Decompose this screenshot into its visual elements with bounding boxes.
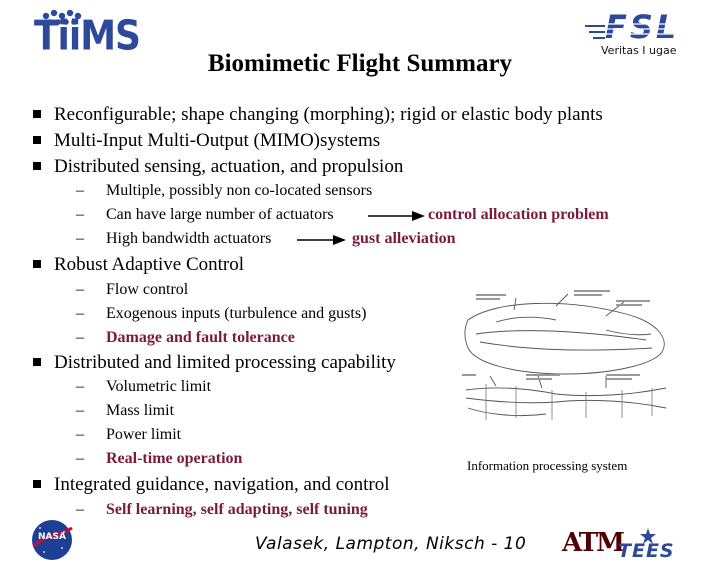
sub-item-text: Real-time operation [106,450,243,467]
arrow-icon [297,234,347,246]
bullet-marker [33,162,41,170]
bullet-text: Robust Adaptive Control [54,254,244,275]
sub-item: – Flow control [76,281,189,298]
bullet-item [32,156,403,178]
sub-item: – Real-time operation [76,450,243,467]
texas-am-logo [562,528,623,564]
sub-item: – Can have large number of actuators [76,206,334,223]
bullet-item [32,130,380,152]
footer-authors: Valasek, Lampton, Niksch - 10 [255,534,527,554]
bullet-marker [33,260,41,268]
figure-caption: Information processing system [467,458,628,473]
sub-item: – Power limit [76,426,182,443]
sub-item-text: Volumetric limit [106,378,212,395]
sub-item-text: Multiple, possibly non co-located sensors [106,182,373,199]
sub-item: – High bandwidth actuators [76,230,272,247]
fsl-logo-motto: Veritas I ugae [601,44,677,57]
bullet-marker [33,136,41,144]
information-processing-figure [456,290,678,440]
bullet-item [32,104,603,126]
sub-item-text: High bandwidth actuators [106,230,272,247]
bullet-item [32,254,244,276]
bullet-marker [33,358,41,366]
bullet-text: Multi-Input Multi-Output (MIMO)systems [54,130,381,151]
sub-item: – Multiple, possibly non co-located sensors [76,182,373,199]
page-title: Biomimetic Flight Summary [207,50,513,77]
tiims-logo-text: TiiMS [34,12,140,61]
bullet-item [32,474,390,496]
gust-alleviation-label: gust alleviation [352,230,456,247]
sub-item-text: Mass limit [106,402,175,419]
bullet-marker [33,480,41,488]
control-allocation-label: control allocation problem [428,206,609,223]
nasa-logo [30,518,74,562]
bullet-item [32,352,396,374]
bullet-text: Integrated guidance, navigation, and control [54,474,390,495]
sub-item: – Damage and fault tolerance [76,329,295,346]
sub-item-text: Power limit [106,426,182,443]
tees-logo-text: TEES [618,540,675,562]
sub-item-text: Damage and fault tolerance [106,329,295,346]
sub-item: – Mass limit [76,402,175,419]
sub-item-text: Flow control [106,281,189,298]
bullet-text: Reconfigurable; shape changing (morphing); rigid or elastic body plants [54,104,603,125]
tees-logo [614,528,674,564]
bullet-text: Distributed sensing, actuation, and propulsion [54,156,404,177]
sub-item: – Self learning, self adapting, self tuning [76,501,368,518]
texas-am-logo-text: ATM [562,528,623,558]
sub-item: – Volumetric limit [76,378,212,395]
sub-item-text: Self learning, self adapting, self tuning [106,501,368,518]
sub-item-text: Exogenous inputs (turbulence and gusts) [106,305,367,322]
sub-item: – Exogenous inputs (turbulence and gusts) [76,305,367,322]
arrow-icon [368,210,426,222]
fsl-logo-text: FSL [605,8,680,46]
bullet-text: Distributed and limited processing capability [54,352,396,373]
nasa-logo-text: NASA [38,532,66,542]
sub-item-text: Can have large number of actuators [106,206,334,223]
bullet-marker [33,110,41,118]
